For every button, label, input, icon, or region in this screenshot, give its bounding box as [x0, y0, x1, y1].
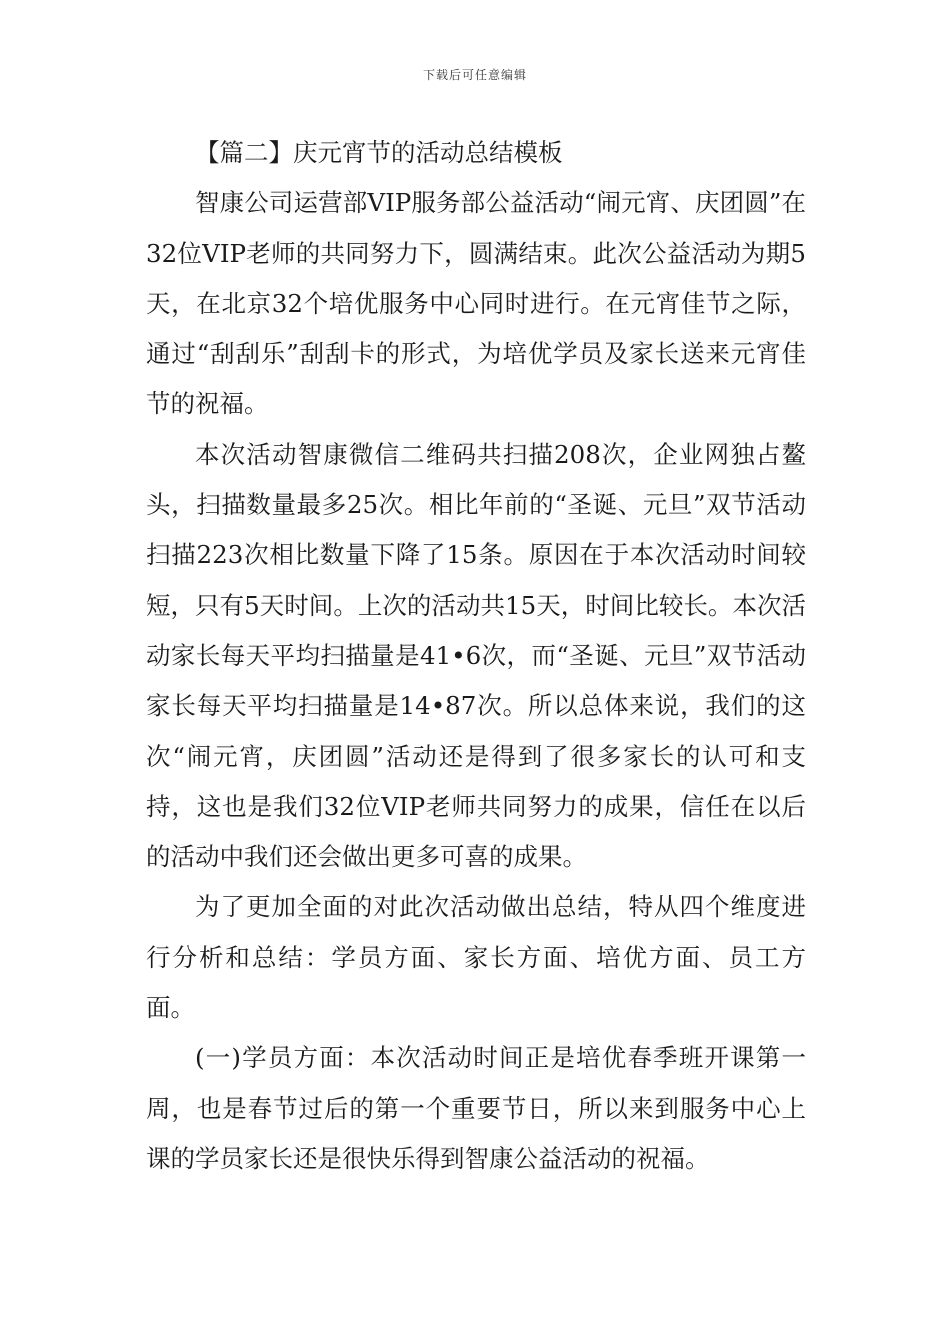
page-header-note: 下载后可任意编辑 [422, 68, 527, 82]
document-body [146, 128, 806, 1184]
document-title: 【篇二】庆元宵节的活动总结模板 [195, 138, 563, 167]
paragraph-intro: 智康公司运营部VIP服务部公益活动“闹元宵、庆团圆”在32位VIP老师的共同努力下，圆满结束。此次公益活动为期5天，在北京32个培优服务中心同时进行。在元宵佳节之际，通过“刮刮乐”刮刮卡的形式，为培优学员及家长送来元宵佳节的祝福。 [146, 188, 806, 419]
paragraph-dimensions: 为了更加全面的对此次活动做出总结，特从四个维度进行分析和总结：学员方面、家长方面、培优方面、员工方面。 [146, 892, 806, 1023]
paragraph-scan-stats: 本次活动智康微信二维码共扫描208次，企业网独占鳌头，扫描数量最多25次。相比年前的“圣诞、元旦”双节活动扫描223次相比数量下降了15条。原因在于本次活动时间较短，只有5天时间。上次的活动共15天，时间比较长。本次活动家长每天平均扫描量是41•6次，而“圣诞、元旦”双节活动家长每天平均扫描量是14•87次。所以总体来说，我们的这次“闹元宵，庆团圆”活动还是得到了很多家长的认可和支持，这也是我们32位VIP老师共同努力的成果，信任在以后的活动中我们还会做出更多可喜的成果。 [146, 439, 806, 872]
paragraph-students: (一)学员方面：本次活动时间正是培优春季班开课第一周，也是春节过后的第一个重要节日，所以来到服务中心上课的学员家长还是很快乐得到智康公益活动的祝福。 [146, 1043, 806, 1173]
